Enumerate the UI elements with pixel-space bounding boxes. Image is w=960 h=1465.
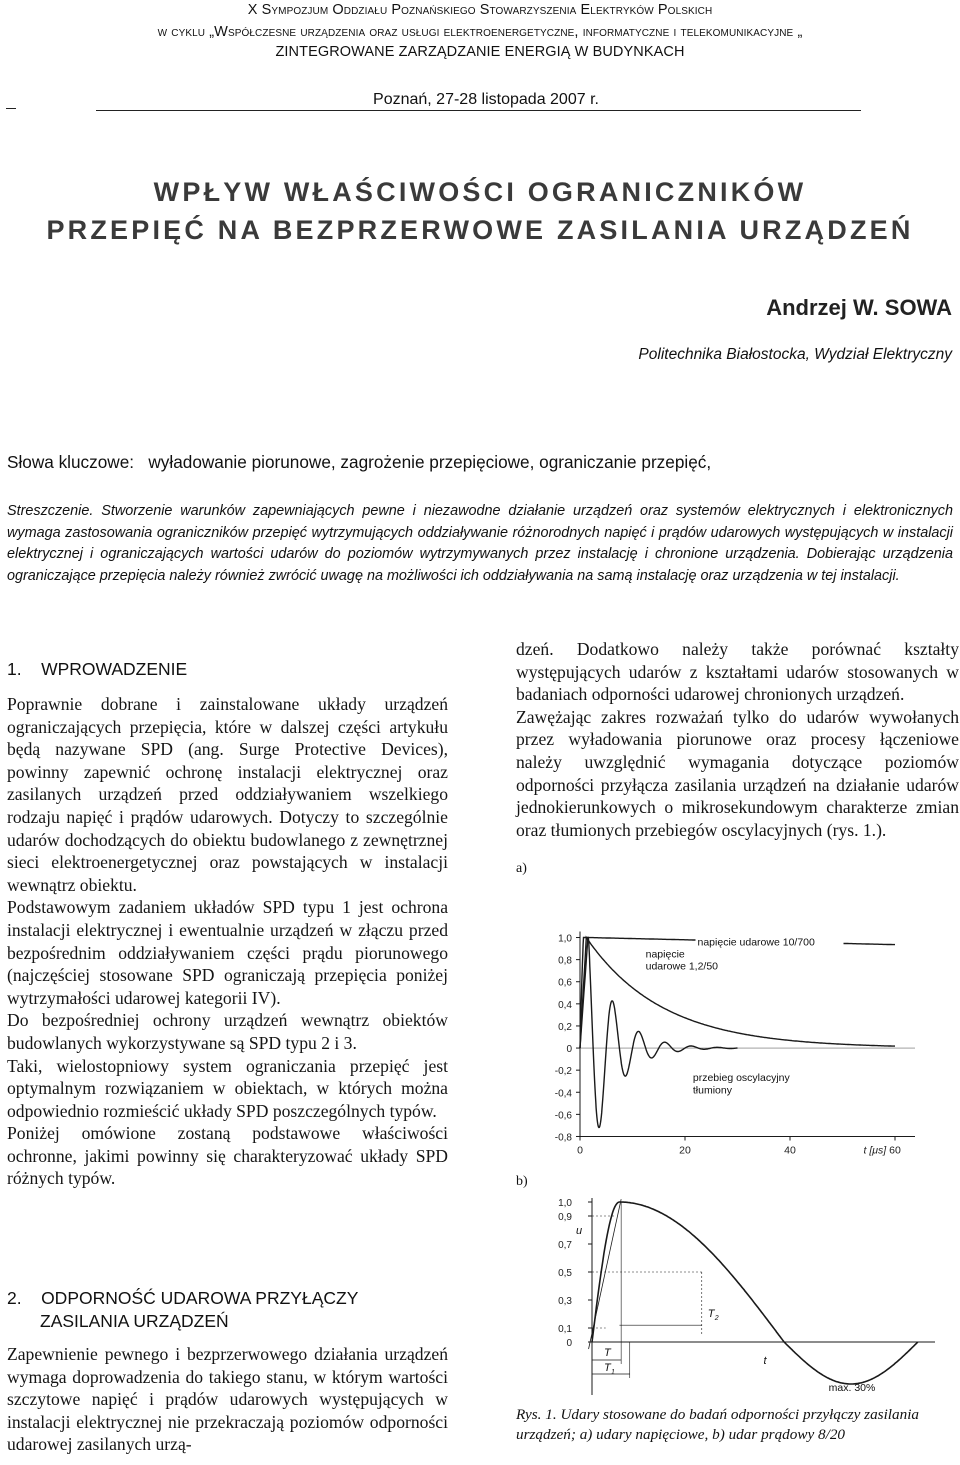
y-tick-label: 0,1 [558, 1324, 572, 1335]
paragraph: Zapewnienie pewnego i bezprzerwowego działania urządzeń wymaga doprowadzenia do takiego stanu, w którym wartości szczytowe napięć i prądów udarowych występujących w instalacji elektrycznej nie przekraczają poziomów odporności udarowej zasilanych urzą- [7, 1344, 448, 1455]
y-tick-label: 0,2 [558, 1021, 572, 1033]
label-T2: T [707, 1307, 715, 1320]
series-1-2-50 [580, 938, 895, 1049]
y-tick-label: 0,6 [558, 977, 572, 989]
paper-title-line-2: PRZEPIĘĆ NA BEZPRZERWOWE ZASILANIA URZĄDZEŃ [46, 215, 914, 245]
annotation-osc-line1: przebieg oscylacyjny [692, 1072, 790, 1085]
y-tick-label: 0,7 [558, 1240, 572, 1251]
abstract [7, 501, 953, 587]
y-tick-label: 1,0 [558, 1198, 572, 1209]
y-tick-label: -0,4 [554, 1088, 572, 1100]
x-tick-label: 60 [889, 1144, 901, 1157]
paragraph: Taki, wielostopniowy system ograniczania przepięć jest optymalnym rozwiązaniem w obiektach, w których można odpowiednio rozmieścić układy SPD poszczególnych typów. [7, 1055, 448, 1121]
conference-line-3: ZINTEGROWANE ZARZĄDZANIE ENERGIĄ W BUDYNKACH [275, 44, 685, 60]
label-T2-sub: 2 [714, 1314, 719, 1322]
paragraph: dzeń. Dodatkowo należy także porównać kształty występujących udarów z kształtami udarów stosowanych w badaniach odporności udarowej chronionych urządzeń. [516, 639, 959, 705]
chart-a-voltage-surges [540, 920, 940, 1165]
y-tick-label: 0,3 [558, 1296, 572, 1307]
annotation-1-2-50-line2: udarowe 1,2/50 [645, 960, 719, 973]
figure-label-a: a) [516, 861, 527, 876]
section-2-body [7, 1343, 448, 1456]
label-T1: T [604, 1362, 611, 1374]
figure-caption-text: Udary stosowane do badań odporności przyłączy zasilania urządzeń; a) udary napięciowe, b) udar prądowy 8/20 [516, 1406, 920, 1443]
header-rule [96, 110, 861, 111]
x-tick-label: 0 [577, 1144, 583, 1157]
y-tick-label: 0,4 [558, 999, 572, 1011]
y-tick-label: -0,6 [554, 1110, 572, 1122]
conference-line-2: w cyklu „Współczesne urządzenia oraz usługi elektroenergetyczne, informatyczne i telekomunikacyjne „ [157, 24, 803, 40]
annotation-1-2-50-line1: napięcie [645, 948, 685, 961]
section-2-heading: 2. ODPORNOŚĆ UDAROWA PRZYŁĄCZY ZASILANIA URZĄDZEŃ [7, 1288, 359, 1331]
keywords-label: Słowa kluczowe: [7, 452, 135, 472]
series-10-700 [580, 938, 895, 1049]
author-affiliation: Politechnika Białostocka, Wydział Elektryczny [638, 346, 952, 363]
paragraph: Poniżej omówione zostaną podstawowe właściwości ochronne, jakimi powinny się charakteryzować układy SPD różnych typów. [7, 1123, 448, 1189]
y-tick-label: 0,8 [558, 955, 572, 967]
conference-date: Poznań, 27-28 listopada 2007 r. [373, 91, 599, 108]
conference-line-1: X Sympozjum Oddziału Poznańskiego Stowarzyszenia Elektryków Polskich [247, 2, 713, 18]
label-max-30: max. 30% [828, 1382, 876, 1394]
paragraph: Podstawowym zadaniem układów SPD typu 1 jest ochrona instalacji elektrycznej i ewentualnie urządzeń w złączu przed bezpośrednim oddziaływaniem części prądu piorunowego (najczęściej stosowane SPD ograniczają przepięcia poniżej wytrzymałości udarowej kategorii IV). [7, 897, 448, 1008]
section-1-body [7, 693, 448, 1190]
keywords [7, 452, 711, 473]
annotation-osc-line2: tłumiony [692, 1084, 732, 1097]
x-axis-label: t [763, 1355, 767, 1367]
x-tick-label: 20 [679, 1144, 691, 1157]
figure-caption [516, 1405, 960, 1445]
chart-b-current-surge [540, 1190, 940, 1395]
paper-title-line-1: WPŁYW WŁAŚCIWOŚCI OGRANICZNIKÓW [153, 177, 807, 207]
label-T: T [604, 1347, 611, 1359]
right-column-text [516, 638, 959, 841]
annotation-10-700: napięcie udarowe 10/700 [697, 936, 815, 949]
y-tick-label: -0,2 [554, 1066, 572, 1078]
x-tick-label: 40 [784, 1144, 796, 1157]
y-tick-label: 0 [566, 1044, 572, 1056]
abstract-text: Stworzenie warunków zapewniających pewne i niezawodne działanie urządzeń oraz systemów elektrycznych i elektronicznych wymaga zastosowania ograniczników przepięć wytrzymujących oddziaływanie różnorodnych napięć i prądów udarowych występujących w instalacji elektrycznej i ograniczających wartości udarów do poziomów wytrzymywanych przez instalację i chronione urządzenia. Dobierając urządzenia ograniczające przepięcia należy również zwrócić uwagę na możliwości ich oddziaływania na samą instalację oraz urządzenia w tej instalacji. [7, 503, 953, 584]
y-tick-label: 0 [566, 1338, 572, 1349]
author-name: Andrzej W. SOWA [766, 295, 952, 320]
x-axis-label: t [μs] [863, 1144, 887, 1157]
paragraph: Poprawnie dobrane i zainstalowane układy urządzeń ograniczających przepięcia, które w dalszej części artykułu będą nazywane SPD (ang. Surge Protective Devices), powinny zapewnić ochronę instalacji elektrycznej oraz zasilanych urządzeń przed oddziaływaniem wszelkiego rodzaju napięć i prądów udarowych. Dotyczy to szczególnie udarów dochodzących do obiektu budowlanego z zewnętrznej sieci elektroenergetycznej oraz powstających w instalacji wewnątrz obiektu. [7, 694, 448, 895]
y-tick-label: -0,8 [554, 1132, 572, 1144]
label-T1-sub: 1 [611, 1369, 615, 1376]
section-1-heading: 1. WPROWADZENIE [7, 659, 188, 679]
figure-caption-label: Rys. 1. [516, 1406, 557, 1423]
y-tick-label: 1,0 [558, 933, 572, 945]
series-8-20 [592, 1202, 918, 1384]
keywords-text: wyładowanie piorunowe, zagrożenie przepięciowe, ograniczanie przepięć, [148, 452, 712, 472]
y-axis-label: u [576, 1225, 583, 1237]
paragraph: Zawężając zakres rozważań tylko do udarów wywołanych przez wyładowania piorunowe oraz procesy łączeniowe należy uwzględnić wymagania dotyczące poziomów odporności przyłącza zasilania urządzeń na działanie udarów jednokierunkowych o mikrosekundowym charakterze zmian oraz tłumionych przebiegów oscylacyjnych (rys. 1.). [516, 706, 959, 840]
y-tick-label: 0,9 [558, 1212, 572, 1223]
figure-label-b: b) [516, 1174, 528, 1189]
header-left-tick [6, 108, 16, 109]
y-tick-label: 0,5 [558, 1268, 572, 1279]
paragraph: Do bezpośredniej ochrony urządzeń wewnątrz obiektów budowlanych wykorzystywane są SPD typu 2 i 3. [7, 1010, 448, 1053]
abstract-label: Streszczenie. [7, 503, 94, 519]
